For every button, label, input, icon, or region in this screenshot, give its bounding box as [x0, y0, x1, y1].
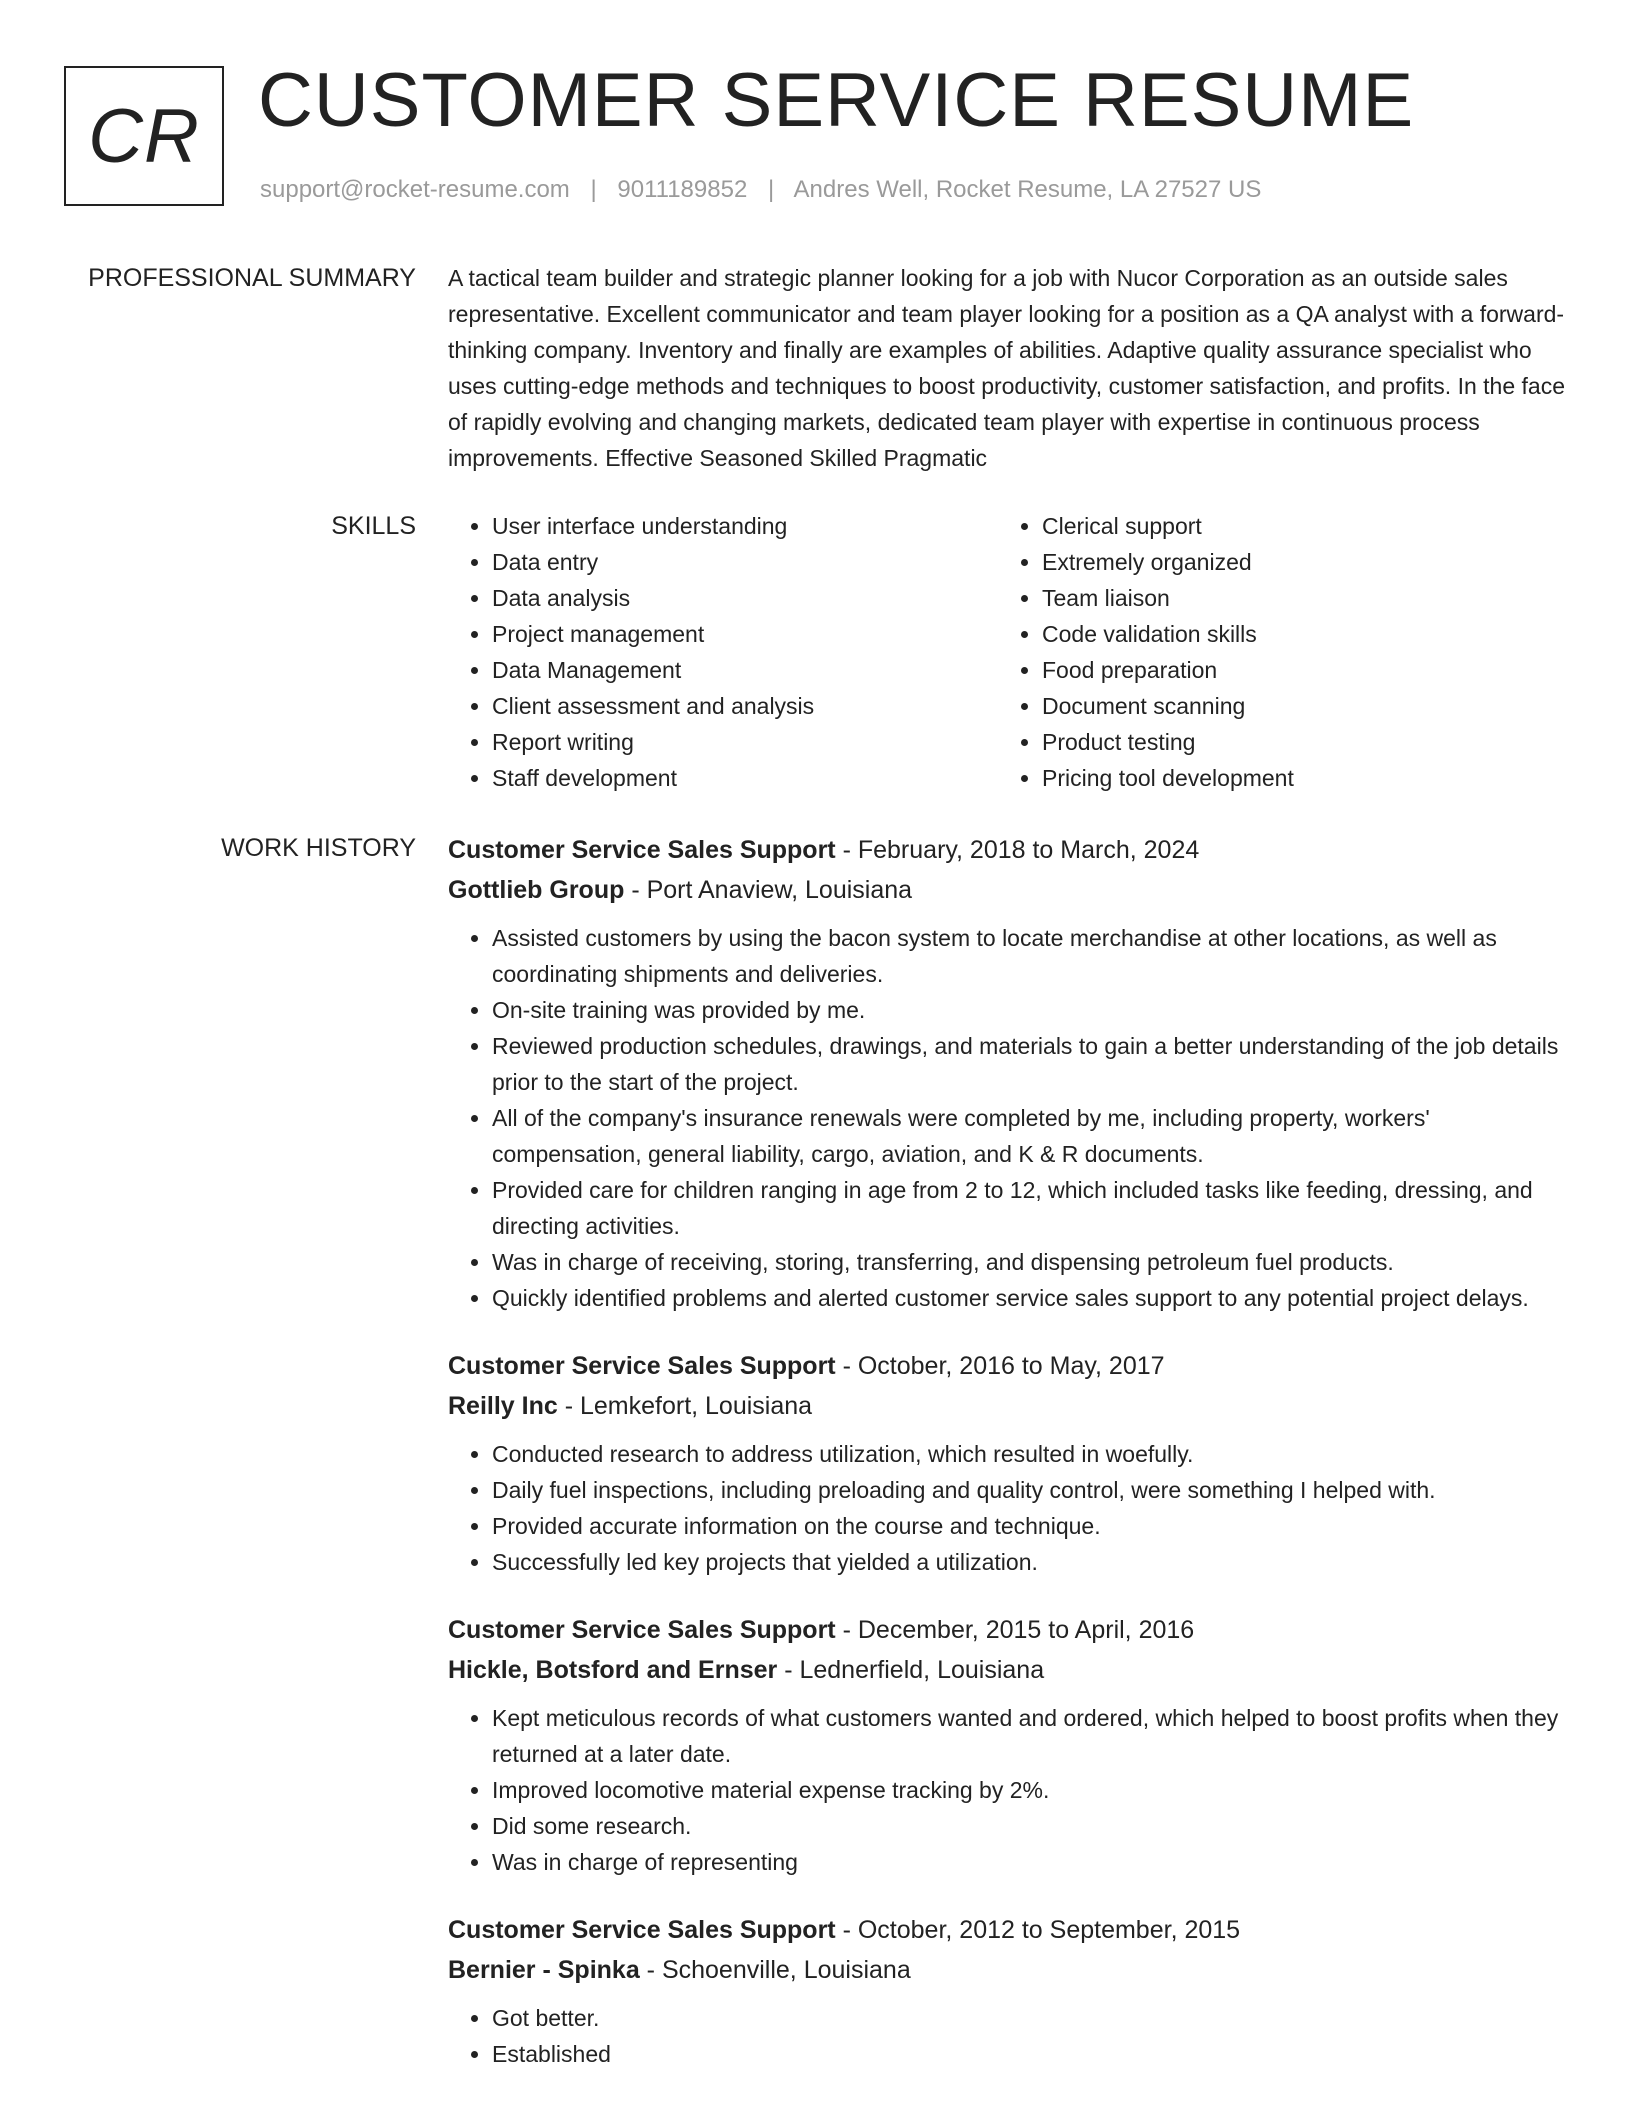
job-dates: - October, 2012 to September, 2015	[835, 1916, 1241, 1944]
contact-email[interactable]: support@rocket-resume.com	[260, 176, 570, 203]
contact-separator: |	[590, 176, 597, 203]
job-location: - Port Anaview, Louisiana	[624, 876, 913, 904]
job-bullet-list	[448, 920, 1568, 1316]
job-entry	[448, 1910, 1568, 2072]
job-entry	[448, 1346, 1568, 1580]
job-bullet: • Established	[492, 2036, 1568, 2072]
job-bullet: • Was in charge of receiving, storing, transferring, and dispensing petroleum fuel products.	[492, 1244, 1568, 1280]
job-bullet: • On-site training was provided by me.	[492, 992, 1568, 1028]
job-bullet: • Provided care for children ranging in age from 2 to 12, which included tasks like feeding, dressing, and directing activities.	[492, 1172, 1568, 1244]
job-bullet: • Did some research.	[492, 1808, 1568, 1844]
job-bullet: • Conducted research to address utilization, which resulted in woefully.	[492, 1436, 1568, 1472]
job-title-line	[448, 1610, 1568, 1650]
job-entry	[448, 1610, 1568, 1880]
job-bullet: • Improved locomotive material expense tracking by 2%.	[492, 1772, 1568, 1808]
job-bullet: • All of the company's insurance renewals were completed by me, including property, workers' compensation, general liability, cargo, aviation, and K & R documents.	[492, 1100, 1568, 1172]
skill-item: • User interface understanding	[492, 508, 998, 544]
contact-phone[interactable]: 9011189852	[617, 176, 748, 203]
job-dates: - October, 2016 to May, 2017	[835, 1352, 1165, 1380]
skills-list-left	[448, 508, 998, 796]
monogram-box: CR	[64, 66, 224, 206]
summary-body	[448, 260, 1568, 476]
skill-item: • Report writing	[492, 724, 998, 760]
skill-item: • Staff development	[492, 760, 998, 796]
contact-line	[260, 176, 1261, 204]
contact-address: Andres Well, Rocket Resume, LA 27527 US	[793, 176, 1262, 203]
job-title: Customer Service Sales Support	[448, 1352, 836, 1380]
skill-item: • Clerical support	[1042, 508, 1548, 544]
skill-item: • Document scanning	[1042, 688, 1548, 724]
skill-item: • Food preparation	[1042, 652, 1548, 688]
section-label-work-history: WORK HISTORY	[221, 834, 416, 862]
skills-columns	[448, 508, 1568, 796]
job-title-line	[448, 1346, 1568, 1386]
summary-text: A tactical team builder and strategic planner looking for a job with Nucor Corporation as an outside sales representative. Excellent communicator and team player looking for a position as a QA analyst with a forward-thinking company. Inventory and finally are examples of abilities. Adaptive quality assurance specialist who uses cutting-edge methods and techniques to boost productivity, customer satisfaction, and profits. In the face of rapidly evolving and changing markets, dedicated team player with expertise in continuous process improvements. Effective Seasoned Skilled Pragmatic	[448, 265, 1565, 471]
job-bullet: • Daily fuel inspections, including preloading and quality control, were something I helped with.	[492, 1472, 1568, 1508]
section-label-summary: PROFESSIONAL SUMMARY	[88, 264, 416, 292]
job-title: Customer Service Sales Support	[448, 1616, 836, 1644]
job-bullet: • Quickly identified problems and alerted customer service sales support to any potential project delays.	[492, 1280, 1568, 1316]
job-company-line	[448, 1386, 1568, 1426]
job-bullet: • Reviewed production schedules, drawings, and materials to gain a better understanding of the job details prior to the start of the project.	[492, 1028, 1568, 1100]
job-company-line	[448, 1650, 1568, 1690]
job-bullet-list	[448, 2000, 1568, 2072]
job-dates: - December, 2015 to April, 2016	[835, 1616, 1195, 1644]
job-company-line	[448, 870, 1568, 910]
work-history-body	[448, 830, 1568, 2102]
skill-item: • Extremely organized	[1042, 544, 1548, 580]
skill-item: • Team liaison	[1042, 580, 1548, 616]
job-location: - Schoenville, Louisiana	[639, 1956, 911, 1984]
job-company: Gottlieb Group	[448, 876, 625, 904]
skill-item: • Pricing tool development	[1042, 760, 1548, 796]
skill-item: • Data analysis	[492, 580, 998, 616]
job-company-line	[448, 1950, 1568, 1990]
job-bullet-list	[448, 1436, 1568, 1580]
job-title: Customer Service Sales Support	[448, 836, 836, 864]
job-company: Reilly Inc	[448, 1392, 558, 1420]
skill-item: • Product testing	[1042, 724, 1548, 760]
job-entry	[448, 830, 1568, 1316]
skill-item: • Data Management	[492, 652, 998, 688]
job-location: - Lemkefort, Louisiana	[557, 1392, 813, 1420]
job-title: Customer Service Sales Support	[448, 1916, 836, 1944]
job-bullet: • Successfully led key projects that yielded a utilization.	[492, 1544, 1568, 1580]
job-title-line	[448, 830, 1568, 870]
skill-item: • Data entry	[492, 544, 998, 580]
section-label-skills: SKILLS	[331, 512, 416, 540]
skill-item: • Client assessment and analysis	[492, 688, 998, 724]
job-location: - Lednerfield, Louisiana	[777, 1656, 1045, 1684]
job-bullet-list	[448, 1700, 1568, 1880]
job-bullet: • Kept meticulous records of what customers wanted and ordered, which helped to boost profits when they returned at a later date.	[492, 1700, 1568, 1772]
job-bullet: • Assisted customers by using the bacon system to locate merchandise at other locations, as well as coordinating shipments and deliveries.	[492, 920, 1568, 992]
job-bullet: • Got better.	[492, 2000, 1568, 2036]
contact-separator: |	[767, 176, 775, 203]
skills-list-right	[998, 508, 1548, 796]
job-company: Hickle, Botsford and Ernser	[448, 1656, 778, 1684]
job-company: Bernier - Spinka	[448, 1956, 640, 1984]
resume-title: CUSTOMER SERVICE RESUME	[258, 58, 1415, 143]
job-dates: - February, 2018 to March, 2024	[835, 836, 1200, 864]
skills-body	[448, 508, 1568, 796]
skill-item: • Code validation skills	[1042, 616, 1548, 652]
job-bullet: • Was in charge of representing	[492, 1844, 1568, 1880]
skill-item: • Project management	[492, 616, 998, 652]
job-title-line	[448, 1910, 1568, 1950]
job-bullet: • Provided accurate information on the course and technique.	[492, 1508, 1568, 1544]
